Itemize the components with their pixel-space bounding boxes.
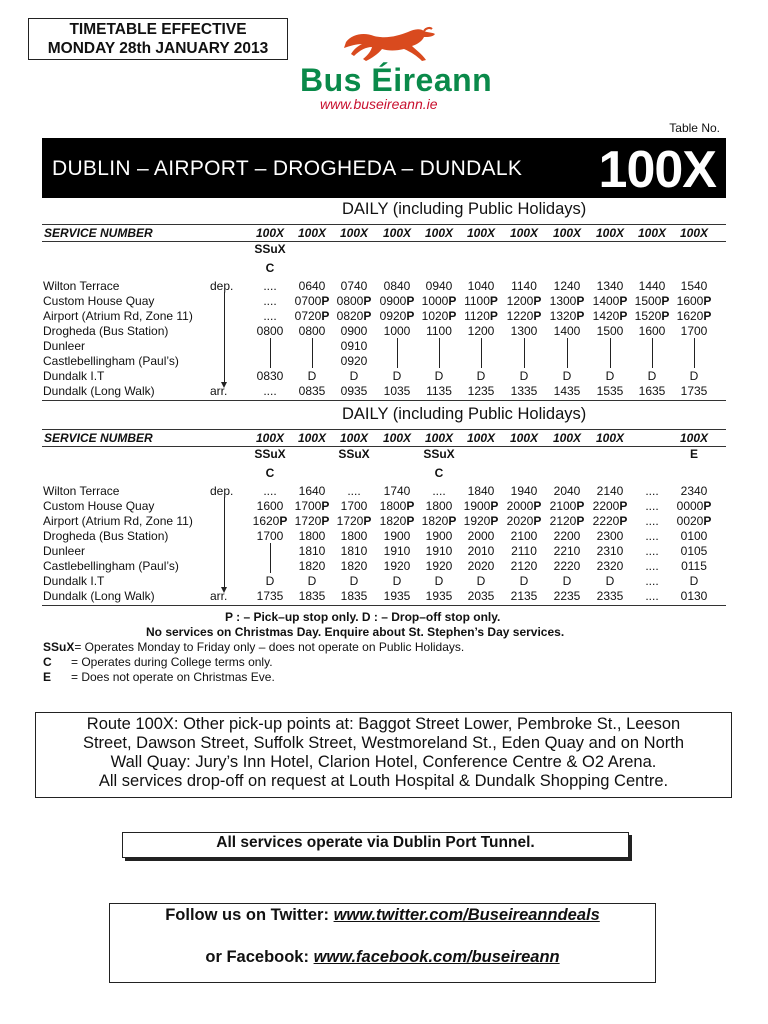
stop-name: Dundalk I.T: [43, 574, 105, 588]
stop-name: Drogheda (Bus Station): [43, 324, 169, 338]
twitter-line: [110, 906, 655, 925]
facebook-label: or Facebook:: [205, 948, 314, 966]
service-number-header: [42, 224, 726, 242]
time-cell: 1820P: [421, 514, 457, 528]
route-title-bar: [42, 138, 726, 198]
pass-through-line: [694, 338, 695, 368]
time-cell: 1620P: [252, 514, 288, 528]
time-cell: 2020: [467, 559, 495, 573]
time-cell: 1000P: [421, 294, 457, 308]
stop-name: Dundalk (Long Walk): [43, 589, 155, 603]
time-cell: D: [392, 574, 402, 588]
time-cell: 1400: [553, 324, 581, 338]
daily-label-2: DAILY (including Public Holidays): [342, 405, 587, 423]
time-cell: 2320: [596, 559, 624, 573]
service-number-cell: 100X: [509, 226, 539, 240]
time-cell: D: [349, 369, 359, 383]
stop-name: Dunleer: [43, 339, 86, 353]
other-pickup-points-box: [35, 712, 732, 798]
table-number-label: Table No.: [669, 121, 720, 135]
stop-name: Castlebellingham (Paul’s): [43, 354, 179, 368]
pickup-flag: P: [363, 309, 372, 323]
time-cell: 1935: [425, 589, 453, 603]
legend-e-key: E: [43, 670, 52, 684]
service-note-cell: C: [434, 466, 444, 480]
time-cell: ....: [263, 309, 277, 323]
effective-line-1: TIMETABLE EFFECTIVE: [69, 21, 247, 38]
social-media-box: [109, 903, 656, 983]
time-cell: 1535: [596, 384, 624, 398]
time-cell: 1000: [383, 324, 411, 338]
pickup-flag: P: [661, 309, 670, 323]
stop-name: Dundalk I.T: [43, 369, 105, 383]
time-cell: 0820P: [336, 309, 372, 323]
pickup-flag: P: [619, 309, 628, 323]
time-cell: D: [392, 369, 402, 383]
time-cell: D: [476, 369, 486, 383]
time-cell: 1800: [298, 529, 326, 543]
service-number-cell: 100X: [509, 431, 539, 445]
time-cell: 1900P: [463, 499, 499, 513]
time-cell: 1700: [256, 529, 284, 543]
dep-arr-line: [224, 497, 225, 589]
legend-c: [43, 655, 273, 670]
time-cell: 1235: [467, 384, 495, 398]
time-cell: 0720P: [294, 309, 330, 323]
time-cell: 1600: [256, 499, 284, 513]
time-cell: D: [519, 369, 529, 383]
time-cell: 2210: [553, 544, 581, 558]
time-cell: 1035: [383, 384, 411, 398]
time-cell: 0115: [681, 559, 707, 573]
dep-arr-arrowhead: [221, 382, 227, 388]
pickup-flag: P: [576, 499, 585, 513]
time-cell: ....: [432, 484, 446, 498]
pickup-flag: P: [703, 309, 712, 323]
time-cell: 1910: [425, 544, 453, 558]
service-number-cell: 100X: [595, 431, 625, 445]
pickup-flag: P: [490, 514, 499, 528]
time-cell: 0940: [425, 279, 453, 293]
time-cell: 1200: [467, 324, 495, 338]
facebook-link[interactable]: www.facebook.com/buseireann: [313, 948, 560, 966]
legend-ssux: [43, 640, 464, 655]
pickup-flag: P: [321, 514, 330, 528]
pickup-flag: P: [619, 514, 628, 528]
port-tunnel-notice: All services operate via Dublin Port Tunnel.: [122, 832, 629, 858]
pickup-flag: P: [619, 499, 628, 513]
pass-through-line: [439, 338, 440, 368]
bus-eireann-logo[interactable]: [298, 24, 493, 114]
stop-name: Airport (Atrium Rd, Zone 11): [43, 309, 193, 323]
time-cell: 2000: [467, 529, 495, 543]
service-number-cell: 100X: [382, 431, 412, 445]
brand-name: Bus Éireann: [300, 62, 493, 98]
pass-through-line: [567, 338, 568, 368]
time-cell: 0920: [340, 354, 368, 368]
twitter-label: Follow us on Twitter:: [165, 906, 334, 924]
time-cell: 2120: [510, 559, 538, 573]
info-line-3: Wall Quay: Jury’s Inn Hotel, Clarion Hotel, Conference Centre & O2 Arena.: [110, 753, 657, 771]
pass-through-line: [397, 338, 398, 368]
pickup-flag: P: [448, 294, 457, 308]
service-number-cell: 100X: [637, 226, 667, 240]
time-cell: 1300P: [549, 294, 585, 308]
time-cell: 2140: [596, 484, 624, 498]
time-cell: 1810: [298, 544, 326, 558]
time-cell: 1600: [638, 324, 666, 338]
service-number-cell: 100X: [552, 431, 582, 445]
time-cell: 2220P: [592, 514, 628, 528]
time-cell: 1700: [340, 499, 368, 513]
time-cell: D: [349, 574, 359, 588]
table-bottom-line: [42, 400, 726, 401]
service-number-cell: 100X: [339, 431, 369, 445]
time-cell: ....: [645, 559, 659, 573]
time-cell: 1900: [383, 529, 411, 543]
time-cell: 1840: [467, 484, 495, 498]
time-cell: ....: [645, 499, 659, 513]
pickup-flag: P: [448, 309, 457, 323]
time-cell: 1835: [298, 589, 326, 603]
time-cell: 2200: [553, 529, 581, 543]
pickup-flag: P: [533, 309, 542, 323]
pass-through-line: [524, 338, 525, 368]
time-cell: 1340: [596, 279, 624, 293]
time-cell: 2100P: [549, 499, 585, 513]
time-cell: ....: [645, 574, 659, 588]
time-cell: ....: [263, 279, 277, 293]
time-cell: 0835: [298, 384, 326, 398]
legend-ssux-text: = Operates Monday to Friday only – does not operate on Public Holidays.: [74, 640, 465, 654]
effective-line-2: MONDAY 28th JANUARY 2013: [47, 40, 269, 57]
service-number-cell: 100X: [424, 431, 454, 445]
time-cell: 1135: [426, 384, 452, 398]
time-cell: ....: [645, 589, 659, 603]
pickup-flag: P: [321, 499, 330, 513]
legend-e: [43, 670, 275, 685]
time-cell: 1740: [383, 484, 411, 498]
time-cell: ....: [263, 484, 277, 498]
time-cell: 1220P: [506, 309, 542, 323]
pickup-flag: P: [533, 514, 542, 528]
time-cell: 1100P: [464, 294, 498, 308]
pickup-flag: P: [363, 294, 372, 308]
time-cell: 1920: [383, 559, 411, 573]
time-cell: 1620P: [676, 309, 712, 323]
time-cell: 1735: [256, 589, 284, 603]
time-cell: 1320P: [549, 309, 585, 323]
time-cell: D: [265, 574, 275, 588]
time-cell: D: [519, 574, 529, 588]
legend-e-text: = Does not operate on Christmas Eve.: [71, 670, 275, 684]
service-note-cell: C: [265, 261, 275, 275]
time-cell: D: [689, 369, 699, 383]
time-cell: 1900: [425, 529, 453, 543]
time-cell: 0900P: [379, 294, 415, 308]
time-cell: 1940: [510, 484, 538, 498]
service-number-cell: 100X: [382, 226, 412, 240]
time-cell: 1120P: [464, 309, 498, 323]
route-number: 100X: [598, 141, 716, 199]
time-cell: 1640: [298, 484, 326, 498]
pickup-flag: P: [321, 309, 330, 323]
time-cell: 0000P: [676, 499, 712, 513]
stop-name: Airport (Atrium Rd, Zone 11): [43, 514, 193, 528]
pickup-flag: P: [661, 294, 670, 308]
legend-ssux-key: SSuX: [43, 640, 75, 654]
time-cell: 0920P: [379, 309, 415, 323]
stop-name: Drogheda (Bus Station): [43, 529, 169, 543]
service-number-cell: 100X: [552, 226, 582, 240]
time-cell: 1540: [680, 279, 708, 293]
pickup-flag: P: [703, 514, 712, 528]
service-number-cell: 100X: [424, 226, 454, 240]
time-cell: 2010: [467, 544, 495, 558]
time-cell: D: [476, 574, 486, 588]
time-cell: D: [605, 369, 615, 383]
time-cell: 2020P: [506, 514, 542, 528]
pickup-flag: P: [489, 294, 498, 308]
pickup-flag: P: [489, 309, 498, 323]
time-cell: D: [647, 369, 657, 383]
route-title: DUBLIN – AIRPORT – DROGHEDA – DUNDALK: [52, 157, 523, 180]
time-cell: 2135: [510, 589, 538, 603]
pass-through-line: [610, 338, 611, 368]
timetable-effective-box: [28, 18, 288, 60]
service-note-cell: E: [689, 447, 698, 461]
time-cell: 1200P: [506, 294, 542, 308]
service-number-cell: 100X: [255, 226, 285, 240]
time-cell: ....: [263, 384, 277, 398]
time-cell: ....: [645, 529, 659, 543]
time-cell: 0640: [298, 279, 326, 293]
time-cell: ....: [263, 294, 277, 308]
time-cell: 0100: [680, 529, 708, 543]
time-cell: 2300: [596, 529, 624, 543]
time-cell: 2035: [467, 589, 495, 603]
time-cell: 1300: [510, 324, 538, 338]
time-cell: 1720P: [336, 514, 372, 528]
time-cell: D: [307, 369, 317, 383]
pickup-flag: P: [321, 294, 330, 308]
time-cell: 2340: [680, 484, 708, 498]
time-cell: 0020P: [676, 514, 712, 528]
pickup-flag: P: [448, 514, 457, 528]
pickup-flag: P: [703, 499, 712, 513]
info-line-1: Route 100X: Other pick-up points at: Baggot Street Lower, Pembroke St., Leeson: [86, 715, 681, 733]
time-cell: 1635: [638, 384, 666, 398]
time-cell: 0105: [680, 544, 708, 558]
time-cell: 0800: [256, 324, 284, 338]
time-cell: D: [562, 369, 572, 383]
service-note-cell: SSuX: [254, 447, 286, 461]
time-cell: 2040: [553, 484, 581, 498]
daily-label-1: DAILY (including Public Holidays): [342, 200, 587, 218]
stop-name: Castlebellingham (Paul’s): [43, 559, 179, 573]
info-line-4: All services drop-off on request at Louth Hospital & Dundalk Shopping Centre.: [98, 772, 669, 790]
time-cell: 0830: [256, 369, 284, 383]
time-cell: 1800P: [379, 499, 415, 513]
time-cell: 0840: [383, 279, 411, 293]
time-cell: D: [562, 574, 572, 588]
time-cell: 1935: [383, 589, 411, 603]
pickup-flag: P: [406, 499, 415, 513]
time-cell: 1440: [638, 279, 666, 293]
time-cell: 1910: [383, 544, 411, 558]
time-cell: 0900: [340, 324, 368, 338]
pickup-flag: P: [406, 309, 415, 323]
arr-label: arr.: [210, 589, 228, 603]
time-cell: 1040: [467, 279, 495, 293]
table-bottom-line: [42, 605, 726, 606]
time-cell: ....: [645, 544, 659, 558]
pickup-flag: P: [576, 309, 585, 323]
pickup-flag: P: [576, 514, 585, 528]
pass-through-line: [270, 338, 271, 368]
time-cell: 1140: [511, 279, 537, 293]
time-cell: 1600P: [676, 294, 712, 308]
time-cell: ....: [645, 514, 659, 528]
dep-arr-arrowhead: [221, 587, 227, 593]
time-cell: 1820P: [379, 514, 415, 528]
pickup-flag: P: [533, 294, 542, 308]
time-cell: ....: [645, 484, 659, 498]
time-cell: 1820: [298, 559, 326, 573]
time-cell: ....: [347, 484, 361, 498]
info-line-2: Street, Dawson Street, Suffolk Street, Westmoreland St., Eden Quay and on North: [82, 734, 685, 752]
time-cell: 1435: [553, 384, 581, 398]
pass-through-line: [270, 543, 271, 573]
time-cell: 1920: [425, 559, 453, 573]
time-cell: D: [689, 574, 699, 588]
pickup-flag: P: [363, 514, 372, 528]
time-cell: 0800P: [336, 294, 372, 308]
time-cell: 1810: [340, 544, 368, 558]
dep-label: dep.: [210, 279, 234, 293]
time-cell: D: [434, 369, 444, 383]
pass-through-line: [652, 338, 653, 368]
time-cell: 1800: [425, 499, 453, 513]
time-cell: 1420P: [592, 309, 628, 323]
time-cell: 1500: [596, 324, 624, 338]
time-cell: 0740: [340, 279, 368, 293]
time-cell: 0935: [340, 384, 368, 398]
legend-pickup-dropoff: P : – Pick–up stop only. D : – Drop–off stop only.: [225, 610, 501, 624]
pickup-flag: P: [279, 514, 288, 528]
legend-c-key: C: [43, 655, 52, 669]
time-cell: 1400P: [592, 294, 628, 308]
service-number-cell: 100X: [679, 431, 709, 445]
pickup-flag: P: [533, 499, 542, 513]
service-number-cell: 100X: [595, 226, 625, 240]
pickup-flag: P: [406, 514, 415, 528]
time-cell: 2000P: [506, 499, 542, 513]
pass-through-line: [312, 338, 313, 368]
service-number-cell: 100X: [297, 431, 327, 445]
brand-url[interactable]: www.buseireann.ie: [320, 96, 438, 112]
service-note-cell: SSuX: [254, 242, 286, 256]
twitter-link[interactable]: www.twitter.com/Buseireanndeals: [333, 906, 600, 924]
service-number-cell: 100X: [679, 226, 709, 240]
stop-name: Dundalk (Long Walk): [43, 384, 155, 398]
pickup-flag: P: [406, 294, 415, 308]
service-number-cell: 100X: [466, 226, 496, 240]
time-cell: 0700P: [294, 294, 330, 308]
time-cell: 1820: [340, 559, 368, 573]
time-cell: 1500P: [634, 294, 670, 308]
service-note-cell: C: [265, 466, 275, 480]
time-cell: 2200P: [592, 499, 628, 513]
time-cell: 2110: [511, 544, 537, 558]
arr-label: arr.: [210, 384, 228, 398]
time-cell: 2220: [553, 559, 581, 573]
time-cell: 2100: [510, 529, 538, 543]
time-cell: D: [434, 574, 444, 588]
stop-name: Custom House Quay: [43, 499, 155, 513]
time-cell: 0800: [298, 324, 326, 338]
dep-label: dep.: [210, 484, 234, 498]
legend-c-text: = Operates during College terms only.: [71, 655, 273, 669]
pickup-flag: P: [490, 499, 499, 513]
service-note-cell: SSuX: [338, 447, 370, 461]
dep-arr-line: [224, 292, 225, 384]
service-number-label: SERVICE NUMBER: [44, 431, 153, 445]
pickup-flag: P: [619, 294, 628, 308]
stop-name: Dunleer: [43, 544, 86, 558]
time-cell: 2310: [596, 544, 624, 558]
service-number-cell: 100X: [339, 226, 369, 240]
time-cell: 1735: [680, 384, 708, 398]
service-number-cell: 100X: [297, 226, 327, 240]
red-setter-dog-icon: [338, 24, 438, 64]
time-cell: 0910: [340, 339, 368, 353]
stop-name: Custom House Quay: [43, 294, 155, 308]
time-cell: 2235: [553, 589, 581, 603]
time-cell: 1800: [340, 529, 368, 543]
time-cell: 1835: [340, 589, 368, 603]
time-cell: D: [605, 574, 615, 588]
time-cell: 1700P: [294, 499, 330, 513]
time-cell: 2335: [596, 589, 624, 603]
pickup-flag: P: [703, 294, 712, 308]
service-number-label: SERVICE NUMBER: [44, 226, 153, 240]
time-cell: 0130: [680, 589, 708, 603]
time-cell: 1100: [426, 324, 452, 338]
time-cell: D: [307, 574, 317, 588]
time-cell: 1520P: [634, 309, 670, 323]
time-cell: 1335: [510, 384, 538, 398]
facebook-line: [110, 948, 655, 967]
time-cell: 1720P: [294, 514, 330, 528]
time-cell: 2120P: [549, 514, 585, 528]
service-note-cell: SSuX: [423, 447, 455, 461]
pickup-flag: P: [576, 294, 585, 308]
time-cell: 1020P: [421, 309, 457, 323]
stop-name: Wilton Terrace: [43, 279, 120, 293]
service-number-cell: 100X: [466, 431, 496, 445]
service-number-header: [42, 429, 726, 447]
legend-christmas: No services on Christmas Day. Enquire about St. Stephen’s Day services.: [146, 625, 565, 639]
time-cell: 1700: [680, 324, 708, 338]
pass-through-line: [481, 338, 482, 368]
time-cell: 1920P: [463, 514, 499, 528]
stop-name: Wilton Terrace: [43, 484, 120, 498]
time-cell: 1240: [553, 279, 581, 293]
service-number-cell: 100X: [255, 431, 285, 445]
